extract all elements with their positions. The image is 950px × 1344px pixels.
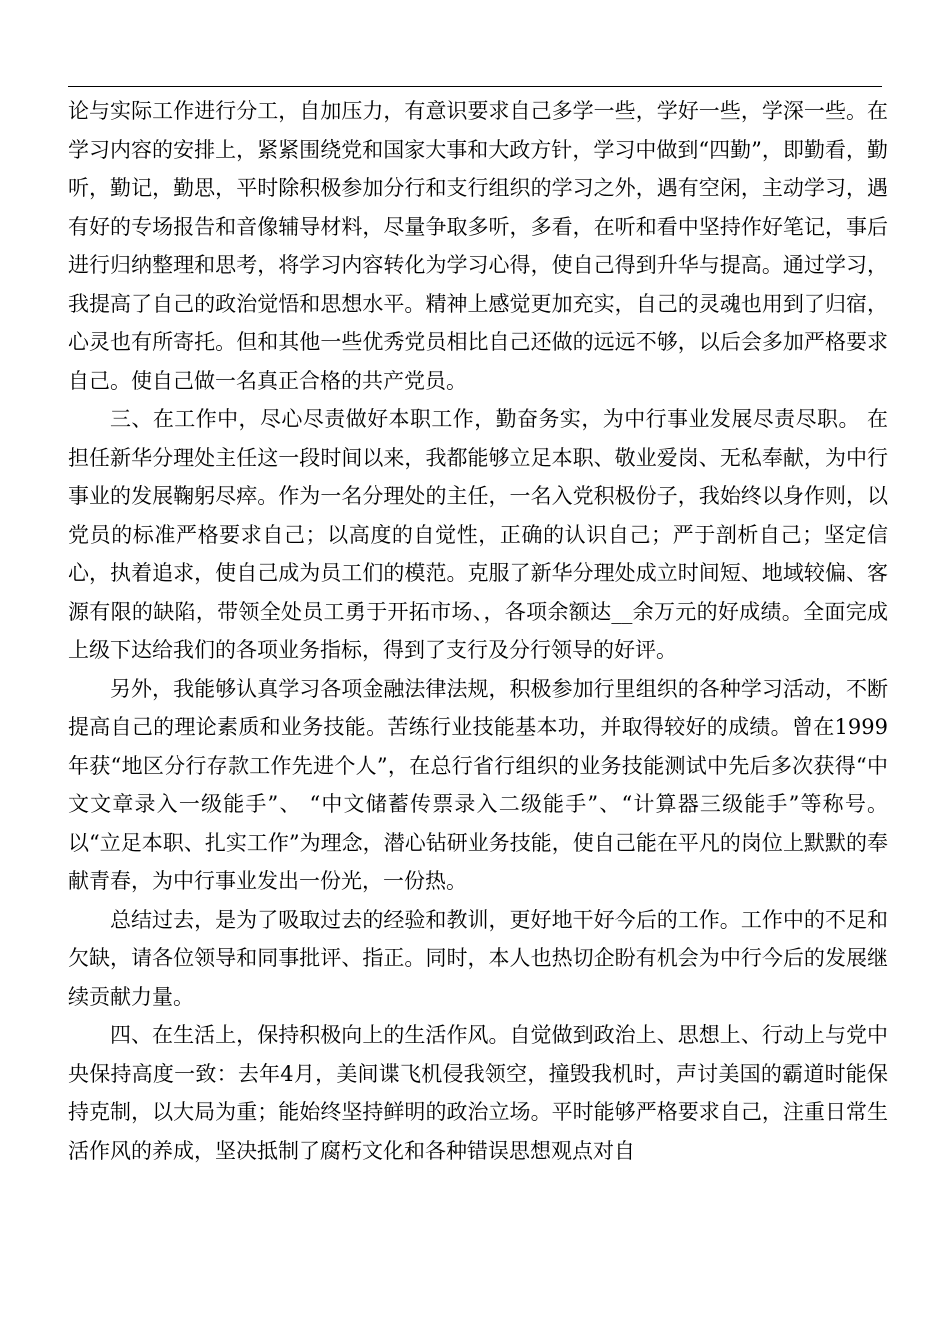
document-body	[68, 92, 888, 1170]
paragraph-section-four: 四、在生活上，保持积极向上的生活作风。自觉做到政治上、思想上、行动上与党中央保持高度一致：去年4月，美间谍飞机侵我领空，撞毁我机时，声讨美国的霸道时能保持克制，以大局为重；能始终坚持鲜明的政治立场。平时能够严格要求自己，注重日常生活作风的养成，坚决抵制了腐朽文化和各种错误思想观点对自	[68, 1023, 888, 1163]
paragraph-summary: 总结过去，是为了吸取过去的经验和教训，更好地干好今后的工作。工作中的不足和欠缺，请各位领导和同事批评、指正。同时，本人也热切企盼有机会为中行今后的发展继续贡献力量。	[68, 907, 888, 1009]
paragraph-section-three: 三、在工作中，尽心尽责做好本职工作，勤奋务实，为中行事业发展尽责尽职。 在担任新华分理处主任这一段时间以来，我都能够立足本职、敬业爱岗、无私奉献，为中行事业的发展鞠躬尽瘁。作为一名分理处的主任，一名入党积极份子，我始终以身作则，以党员的标准严格要求自己；以高度的自觉性，正确的认识自己；严于剖析自己；坚定信心，执着追求，使自己成为员工们的模范。克服了新华分理处成立时间短、地域较偏、客源有限的缺陷，带领全处员工勇于开拓市场、，各项余额达__余万元的好成绩。全面完成上级下达给我们的各项业务指标，得到了支行及分行领导的好评。	[68, 407, 888, 662]
header-rule	[68, 86, 882, 87]
paragraph-continuation: 论与实际工作进行分工，自加压力，有意识要求自己多学一些，学好一些，学深一些。在学习内容的安排上，紧紧围绕党和国家大事和大政方针，学习中做到“四勤”，即勤看，勤听，勤记，勤思，平时除积极参加分行和支行组织的学习之外，遇有空闲，主动学习，遇有好的专场报告和音像辅导材料，尽量争取多听，多看，在听和看中坚持作好笔记，事后进行归纳整理和思考，将学习内容转化为学习心得，使自己得到升华与提高。通过学习，我提高了自己的政治觉悟和思想水平。精神上感觉更加充实，自己的灵魂也用到了归宿，心灵也有所寄托。但和其他一些优秀党员相比自己还做的远远不够，以后会多加严格要求自己。使自己做一名真正合格的共产党员。	[68, 99, 888, 393]
paragraph-additionally: 另外，我能够认真学习各项金融法律法规，积极参加行里组织的各种学习活动，不断提高自己的理论素质和业务技能。苦练行业技能基本功，并取得较好的成绩。曾在1999年获“地区分行存款工作先进个人”，在总行省行组织的业务技能测试中先后多次获得“中文文章录入一级能手”、 “中文储蓄传票录入二级能手”、“计算器三级能手”等称号。以“立足本职、扎实工作”为理念，潜心钻研业务技能，使自己能在平凡的岗位上默默的奉献青春，为中行事业发出一份光，一份热。	[68, 676, 888, 893]
